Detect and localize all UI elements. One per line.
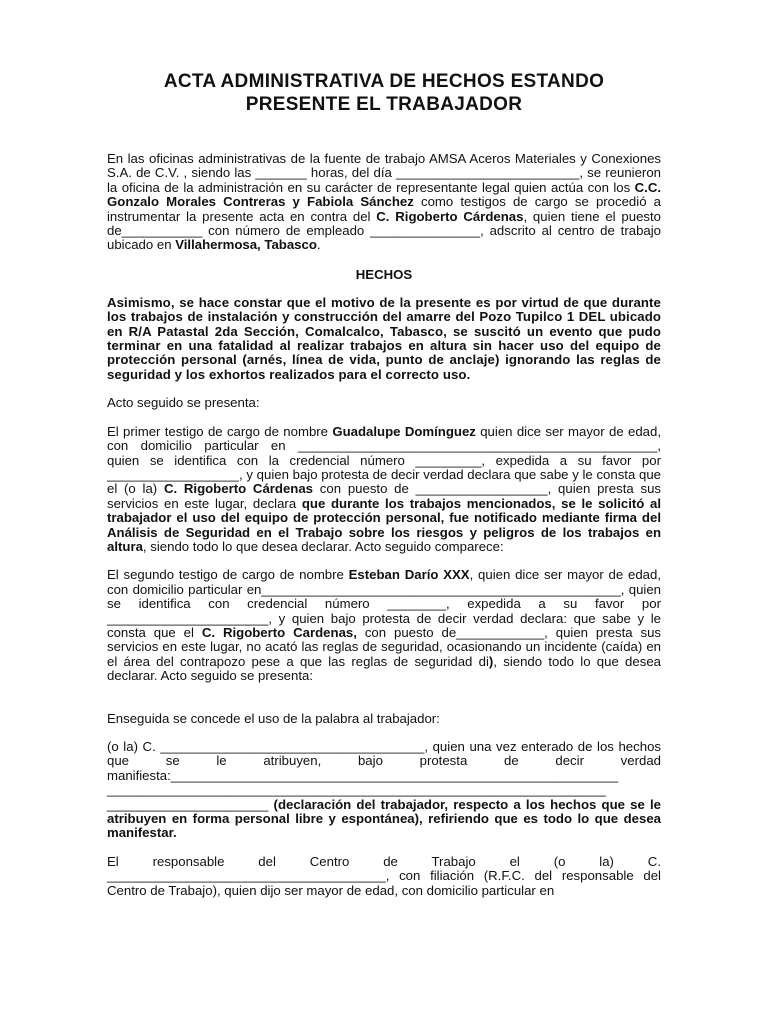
witness2-name: Esteban Darío XXX [348, 567, 470, 583]
witness1-text-1: El primer testigo de cargo de nombre [107, 423, 333, 439]
intro-text-1: En las oficinas administrativas de la fuente de trabajo AMSA Aceros Materiales y Conexiones S.A. de C.V. , siendo las _______ horas, del día _________________________, se reunieron la oficina de la administración en su carácter de representante legal quien actúa con los [107, 151, 661, 195]
acto-seguido-1: Acto seguido se presenta: [107, 395, 260, 411]
document-title [107, 70, 661, 116]
witness1-text-4: , siendo todo lo que desea declarar. Acto seguido comparece: [142, 538, 504, 554]
worker-statement-paragraph [107, 740, 661, 841]
second-witness-paragraph [107, 568, 661, 683]
title-line-1: ACTA ADMINISTRATIVA DE HECHOS ESTANDO [163, 71, 605, 92]
witness1-name: Guadalupe Domínguez [332, 423, 476, 439]
witness1-declaration: que durante los trabajos mencionados, se le solicitó al trabajador el uso del equipo de protección personal, fue notificado mediante firma del Análisis de Seguridad en el Trabajo sobre los riesgos y peligros de los trabajos en altura [107, 495, 661, 554]
hechos-paragraph: Asimismo, se hace constar que el motivo de la presente es por virtud de que durante los trabajos de instalación y construcción del amarre del Pozo Tupilco 1 DEL ubicado en R/A Patastal 2da Sección, Comalcalco, Tabasco, se suscitó un evento que pudo terminar en una fatalidad al realizar trabajos en altura sin hacer uso del equipo de protección personal (arnés, línea de vida, punto de anclaje) ignorando las reglas de seguridad y los exhortos realizados para el correcto uso. [107, 294, 661, 382]
intro-location: Villahermosa, Tabasco [175, 237, 317, 253]
witness1-text-3: con puesto de __________________, quien presta sus servicios en este lugar, declara [107, 481, 662, 511]
intro-text-4: . [316, 237, 321, 253]
intro-text-2: como testigos de cargo se procedió a instrumentar la presente acta en contra del [107, 194, 662, 224]
title-line-2: PRESENTE EL TRABAJADOR [245, 94, 523, 115]
worker-text-1: (o la) C. ____________________________________, quien una vez enterado de los hechos que se le atribuyen, bajo protesta de decir verdad manifiesta:_____________________________________________________________ ____________________________________________________________________ ______________________ [107, 739, 661, 812]
intro-text-3: , quien tiene el puesto de___________ con número de empleado _______________, adscrito al centro de trabajo ubicado en [107, 208, 661, 253]
first-witness-paragraph [107, 425, 661, 555]
intro-paragraph [107, 152, 661, 253]
intro-worker-name: C. Rigoberto Cárdenas [376, 208, 524, 224]
witness2-text-4: , siendo todo lo que desea declarar. Acto seguido se presenta: [107, 653, 661, 684]
witness1-worker-name: C. Rigoberto Cárdenas [163, 481, 314, 497]
responsible-paragraph: El responsable del Centro de Trabajo el (o la) C. ______________________________________, con filiación (R.F.C. del responsable del Centro de Trabajo), quien dijo ser mayor de edad, con domicilio particular en [107, 853, 661, 898]
witness2-text-3: con puesto de____________, quien presta sus servicios en este lugar, no acató las reglas de seguridad, ocasionando un incidente (caída) en el área del contrapozo pese a que las reglas de seguridad di [107, 624, 661, 669]
witness2-worker-name: C. Rigoberto Cardenas, [201, 624, 357, 640]
worker-statement-note: (declaración del trabajador, respecto a los hechos que se le atribuyen en forma personal libre y espontánea), refiriendo que es todo lo que desea manifestar. [107, 796, 661, 841]
witness2-text-2: , quien dice ser mayor de edad, con domicilio particular en_________________________________________________, quien se identifica con credencial número ________, expedida a su favor por ______________________, y quien bajo protesta de decir verdad declara: que sabe y le consta que el [107, 567, 661, 640]
witness1-text-2: quien dice ser mayor de edad, con domicilio particular en _________________________________________________, quien se identifica con la credencial número _________, expedida a su favor por __________________, y quien bajo protesta de decir verdad declara que sabe y le consta que el (o la) [107, 423, 661, 497]
witness2-bold-paren: ) [488, 653, 494, 669]
hechos-heading: HECHOS [355, 266, 413, 282]
witness2-text-1: El segundo testigo de cargo de nombre [107, 567, 349, 583]
intro-witnesses: C.C. Gonzalo Morales Contreras y Fabiola Sánchez [107, 179, 661, 210]
concede-paragraph: Enseguida se concede el uso de la palabra al trabajador: [107, 710, 440, 726]
